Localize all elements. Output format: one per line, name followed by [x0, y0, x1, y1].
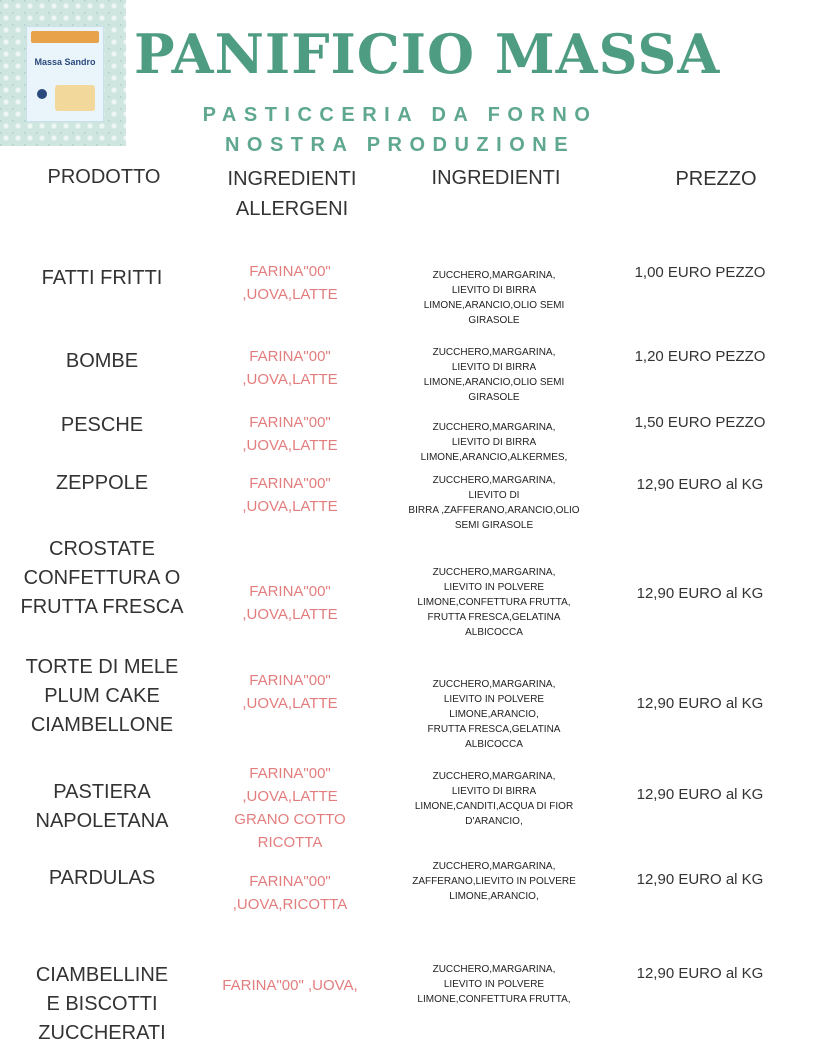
product-name-line: FRUTTA FRESCA — [20, 596, 184, 618]
ingredients-list — [376, 962, 612, 1007]
product-price — [610, 786, 790, 803]
ingredients-list-line: ZUCCHERO,MARGARINA, — [432, 347, 556, 358]
ingredients-list-line: LIEVITO DI BIRRA — [451, 437, 537, 448]
ingredients-list-line: LIEVITO DI BIRRA — [451, 786, 537, 797]
header-product: PRODOTTO — [47, 166, 161, 188]
product-price-line: 1,20 EURO PEZZO — [634, 348, 766, 365]
ingredients-list-line: FRUTTA FRESCA,GELATINA — [427, 612, 561, 623]
product-name-line: E BISCOTTI — [46, 993, 158, 1015]
allergen-ingredients-line: FARINA"00" — [249, 583, 331, 600]
allergen-ingredients — [200, 472, 380, 518]
ingredients-list-line: LIMONE,ARANCIO,OLIO SEMI — [423, 377, 565, 388]
ingredients-list-line: LIMONE,ARANCIO, — [449, 891, 539, 902]
product-name-line: FATTI FRITTI — [41, 267, 163, 289]
allergen-ingredients-line: RICOTTA — [257, 834, 323, 851]
ingredients-list-line: ALBICOCCA — [465, 627, 523, 638]
header-price: PREZZO — [675, 168, 757, 190]
product-name — [6, 653, 198, 740]
subtitle-line-1: PASTICCERIA DA FORNO — [202, 104, 598, 126]
ingredients-list-line: LIEVITO DI — [468, 490, 520, 501]
ingredients-list — [376, 769, 612, 829]
ingredients-list — [376, 420, 612, 465]
product-price-line: 12,90 EURO al KG — [636, 786, 764, 803]
ingredients-list-line: GIRASOLE — [468, 315, 520, 326]
ingredients-list-line: ZUCCHERO,MARGARINA, — [432, 567, 556, 578]
ingredients-list-line: LIEVITO IN POLVERE — [443, 979, 545, 990]
ingredients-list-line: D'ARANCIO, — [465, 816, 523, 827]
product-price — [610, 965, 790, 982]
allergen-ingredients-line: FARINA"00" — [249, 414, 331, 431]
ingredients-list — [376, 859, 612, 904]
product-name — [6, 535, 198, 622]
ingredients-list-line: LIEVITO IN POLVERE — [443, 582, 545, 593]
bakery-logo — [26, 26, 104, 122]
allergen-ingredients — [200, 669, 380, 715]
ingredients-list-line: ZUCCHERO,MARGARINA, — [432, 861, 556, 872]
subtitle-line-2: NOSTRA PRODUZIONE — [224, 134, 576, 156]
product-price — [610, 414, 790, 431]
ingredients-list-line: LIMONE,CONFETTURA FRUTTA, — [417, 994, 571, 1005]
product-name-line: PARDULAS — [48, 867, 156, 889]
allergen-ingredients-line: ,UOVA,LATTE — [242, 788, 338, 805]
ingredients-list-line: LIEVITO DI BIRRA — [451, 285, 537, 296]
ingredients-list-line: ZUCCHERO,MARGARINA, — [432, 771, 556, 782]
ingredients-list — [376, 345, 612, 405]
allergen-ingredients — [200, 580, 380, 626]
allergen-ingredients — [200, 345, 380, 391]
ingredients-list-line: FRUTTA FRESCA,GELATINA — [427, 724, 561, 735]
product-name-line: NAPOLETANA — [35, 810, 169, 832]
ingredients-list — [376, 473, 612, 533]
ingredients-list-line: LIMONE,CONFETTURA FRUTTA, — [417, 597, 571, 608]
ingredients-list-line: ZUCCHERO,MARGARINA, — [432, 475, 556, 486]
allergen-ingredients-line: FARINA"00" — [249, 348, 331, 365]
product-name — [6, 961, 198, 1048]
product-name — [6, 411, 198, 440]
product-name — [6, 864, 198, 893]
ingredients-list — [376, 677, 612, 752]
allergen-ingredients-line: ,UOVA,LATTE — [242, 498, 338, 515]
product-name — [6, 469, 198, 498]
logo-name: Massa Sandro — [34, 57, 96, 67]
ingredients-list — [376, 268, 612, 328]
product-name-line: BOMBE — [65, 350, 139, 372]
allergen-ingredients-line: ,UOVA,LATTE — [242, 437, 338, 454]
product-price — [610, 264, 790, 281]
ingredients-list-line: LIEVITO DI BIRRA — [451, 362, 537, 373]
product-price-line: 12,90 EURO al KG — [636, 585, 764, 602]
product-price — [610, 585, 790, 602]
product-name-line: PESCHE — [60, 414, 144, 436]
allergen-ingredients-line: FARINA"00" ,UOVA, — [222, 977, 358, 994]
product-price — [610, 348, 790, 365]
allergen-ingredients — [200, 870, 380, 916]
allergen-ingredients-line: FARINA"00" — [249, 672, 331, 689]
allergen-ingredients-line: FARINA"00" — [249, 475, 331, 492]
product-price-line: 12,90 EURO al KG — [636, 965, 764, 982]
allergen-ingredients — [200, 974, 380, 997]
ingredients-list-line: ZUCCHERO,MARGARINA, — [432, 964, 556, 975]
ingredients-list-line: GIRASOLE — [468, 392, 520, 403]
header-ingredients: INGREDIENTI — [431, 167, 561, 189]
allergen-ingredients-line: ,UOVA,LATTE — [242, 606, 338, 623]
product-name-line: ZEPPOLE — [55, 472, 149, 494]
ingredients-list-line: ALBICOCCA — [465, 739, 523, 750]
logo-badge — [55, 85, 95, 111]
allergen-ingredients-line: FARINA"00" — [249, 263, 331, 280]
product-price — [610, 871, 790, 888]
ingredients-list-line: BIRRA ,ZAFFERANO,ARANCIO,OLIO — [408, 505, 580, 516]
ingredients-list-line: SEMI GIRASOLE — [454, 520, 534, 531]
product-price-line: 1,50 EURO PEZZO — [634, 414, 766, 431]
product-price — [610, 476, 790, 493]
ingredients-list-line: LIMONE,CANDITI,ACQUA DI FIOR — [414, 801, 574, 812]
product-name-line: CIAMBELLINE — [35, 964, 169, 986]
product-name — [6, 264, 198, 293]
product-price-line: 12,90 EURO al KG — [636, 476, 764, 493]
ingredients-list-line: ZAFFERANO,LIEVITO IN POLVERE — [412, 876, 576, 887]
ingredients-list — [376, 565, 612, 640]
allergen-ingredients — [200, 411, 380, 457]
ingredients-list-line: LIMONE,ARANCIO,ALKERMES, — [420, 452, 568, 463]
ingredients-list-line: LIMONE,ARANCIO,OLIO SEMI — [423, 300, 565, 311]
product-name-line: TORTE DI MELE — [25, 656, 179, 678]
header-allergens — [212, 164, 372, 224]
product-price — [610, 695, 790, 712]
allergen-ingredients-line: ,UOVA,LATTE — [242, 695, 338, 712]
ingredients-list-line: LIEVITO IN POLVERE — [443, 694, 545, 705]
ingredients-list-line: ZUCCHERO,MARGARINA, — [432, 270, 556, 281]
product-name — [6, 778, 198, 836]
product-name-line: CONFETTURA O — [23, 567, 181, 589]
ingredients-list-line: LIMONE,ARANCIO, — [449, 709, 539, 720]
product-price-line: 1,00 EURO PEZZO — [634, 264, 766, 281]
product-name-line: ZUCCHERATI — [38, 1022, 166, 1044]
allergen-ingredients-line: ,UOVA,LATTE — [242, 286, 338, 303]
product-name-line: CROSTATE — [49, 538, 155, 560]
header-allergens-line-1: INGREDIENTI — [227, 168, 357, 190]
allergen-ingredients-line: ,UOVA,RICOTTA — [232, 896, 348, 913]
ingredients-list-line: ZUCCHERO,MARGARINA, — [432, 422, 556, 433]
product-price-line: 12,90 EURO al KG — [636, 871, 764, 888]
allergen-ingredients — [200, 260, 380, 306]
product-price-line: 12,90 EURO al KG — [636, 695, 764, 712]
product-name-line: PASTIERA — [53, 781, 151, 803]
page-title: PANIFICIO MASSA — [134, 22, 721, 86]
product-name-line: PLUM CAKE — [44, 685, 160, 707]
logo-icon — [37, 89, 47, 99]
logo-ribbon — [31, 31, 99, 43]
header-allergens-line-2: ALLERGENI — [235, 198, 349, 220]
allergen-ingredients-line: FARINA"00" — [249, 873, 331, 890]
allergen-ingredients-line: FARINA"00" — [249, 765, 331, 782]
product-name-line: CIAMBELLONE — [30, 714, 174, 736]
product-name — [6, 347, 198, 376]
ingredients-list-line: ZUCCHERO,MARGARINA, — [432, 679, 556, 690]
allergen-ingredients-line: ,UOVA,LATTE — [242, 371, 338, 388]
allergen-ingredients — [200, 762, 380, 854]
allergen-ingredients-line: GRANO COTTO — [234, 811, 346, 828]
